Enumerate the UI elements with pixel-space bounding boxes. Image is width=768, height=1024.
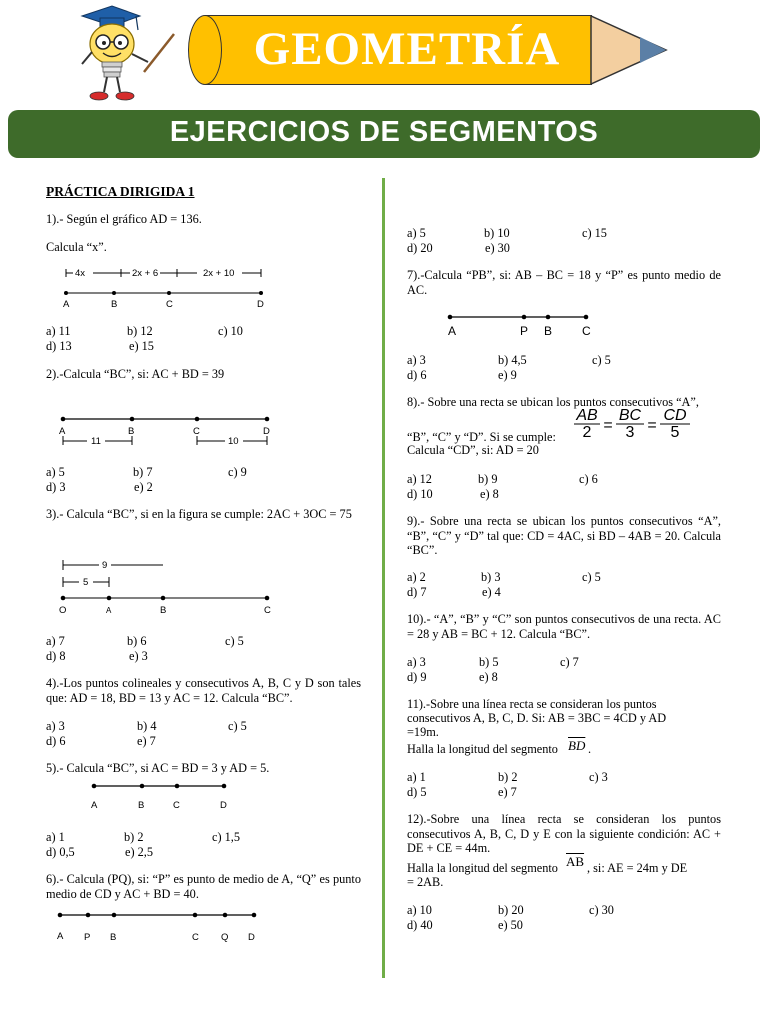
q8-question: Calcula “CD”, si: AD = 20 [407, 443, 539, 457]
q7-option-b: b) 4,5 [498, 353, 527, 367]
q12-question: Halla la longitud del segmento [407, 861, 558, 875]
q9-statement: 9).- Sobre una recta se ubican los puntos consecutivos “A”, “B”, “C” y “D” tal que: CD = 4AC, si BD – 4AB = 20. Calcula “BC”. [407, 514, 721, 557]
q2-option-a: a) 5 [46, 465, 65, 479]
q8-frac3-den: 5 [670, 424, 680, 441]
q3-point-o: O [59, 605, 67, 616]
q2-point-d: D [263, 426, 270, 437]
q6-point-b: B [110, 932, 117, 943]
q8-ratio-equation [570, 406, 695, 442]
q12-statement: 12).-Sobre una línea recta se consideran los puntos consecutivos A, B, C, D y E con la siguiente condición: AC + DE + CE = 44m. [407, 812, 721, 855]
q2-point-c: C [193, 426, 200, 437]
q7-statement: 7).-Calcula “PB”, si: AB – BC = 18 y “P” es punto medio de AC. [407, 268, 721, 297]
q1-statement: 1).- Según el gráfico AD = 136. [46, 212, 202, 226]
q5-option-c: c) 1,5 [212, 830, 240, 844]
q2-measure-10: 10 [228, 436, 239, 447]
pencil-end [188, 15, 222, 85]
q3-measure-9: 9 [102, 560, 108, 571]
q3-statement: 3).- Calcula “BC”, si en la figura se cumple: 2AC + 3OC = 75 [46, 507, 352, 521]
q1-option-a: a) 11 [46, 324, 71, 338]
q5-option-d: d) 0,5 [46, 845, 75, 859]
q1-point-c: C [166, 299, 173, 310]
q9-option-d: d) 7 [407, 585, 427, 599]
q1-option-e: e) 15 [129, 339, 154, 353]
q3-option-b: b) 6 [127, 634, 147, 648]
q3-option-c: c) 5 [225, 634, 244, 648]
q2-segment-figure [55, 412, 275, 454]
q5-option-e: e) 2,5 [125, 845, 153, 859]
q6-point-a: A [57, 931, 64, 942]
q6-option-d: d) 20 [407, 241, 433, 255]
q2-point-a: A [59, 426, 66, 437]
q5-point-d: D [220, 800, 227, 811]
q2-option-d: d) 3 [46, 480, 66, 494]
q8-option-b: b) 9 [478, 472, 498, 486]
q8-statement: 8).- Sobre una recta se ubican los puntos consecutivos “A”, [407, 395, 699, 409]
q8-option-d: d) 10 [407, 487, 433, 501]
q6-point-p: P [84, 932, 91, 943]
q6-option-e: e) 30 [485, 241, 510, 255]
q11-period: . [588, 742, 592, 756]
q5-point-a: A [91, 800, 98, 811]
q1-label-2x6: 2x + 6 [132, 268, 159, 279]
q12-condition-end: = 2AB. [407, 875, 444, 889]
q2-measure-11: 11 [91, 436, 101, 447]
q4-option-c: c) 5 [228, 719, 247, 733]
q2-option-b: b) 7 [133, 465, 153, 479]
page-title: GEOMETRÍA [253, 23, 561, 75]
q6-segment-figure [52, 905, 267, 945]
mascot-lightbulb-icon [70, 2, 190, 106]
q10-option-a: a) 3 [407, 655, 426, 669]
q5-point-b: B [138, 800, 145, 811]
q1-point-a: A [63, 299, 70, 310]
q11-question: Halla la longitud del segmento [407, 742, 558, 756]
q11-condition: consecutivos A, B, C, D. Si: AB = 3BC = 4CD y AD [407, 711, 667, 725]
q1-label-2x10: 2x + 10 [203, 268, 235, 279]
q5-option-a: a) 1 [46, 830, 65, 844]
q8-option-c: c) 6 [579, 472, 598, 486]
q5-statement: 5).- Calcula “BC”, si AC = BD = 3 y AD = 5. [46, 761, 270, 775]
q8-equals-1: = [603, 417, 613, 434]
q11-condition-end: =19m. [407, 725, 439, 739]
q2-point-b: B [128, 426, 135, 437]
q5-segment-figure [80, 778, 240, 814]
q6-point-c: C [192, 932, 199, 943]
q3-option-e: e) 3 [129, 649, 148, 663]
q9-option-e: e) 4 [482, 585, 501, 599]
q3-measure-5: 5 [83, 577, 89, 588]
q4-option-a: a) 3 [46, 719, 65, 733]
q4-option-d: d) 6 [46, 734, 66, 748]
q9-option-b: b) 3 [481, 570, 501, 584]
q8-frac2-num: BC [618, 407, 642, 424]
q8-frac2-den: 3 [625, 424, 635, 441]
q7-option-d: d) 6 [407, 368, 427, 382]
q10-option-d: d) 9 [407, 670, 427, 684]
q1-option-d: d) 13 [46, 339, 72, 353]
q8-option-a: a) 12 [407, 472, 432, 486]
q1-segment-figure [55, 263, 270, 311]
q7-option-c: c) 5 [592, 353, 611, 367]
q9-option-a: a) 2 [407, 570, 426, 584]
q4-option-b: b) 4 [137, 719, 157, 733]
q9-option-c: c) 5 [582, 570, 601, 584]
section-heading: PRÁCTICA DIRIGIDA 1 [46, 184, 195, 199]
q10-option-b: b) 5 [479, 655, 499, 669]
q10-statement: 10).- “A”, “B” y “C” son puntos consecutivos de una recta. AC = 28 y AB = BC + 12. Calcula “BC”. [407, 612, 721, 641]
q2-option-e: e) 2 [134, 480, 153, 494]
q1-question: Calcula “x”. [46, 240, 107, 254]
q11-option-d: d) 5 [407, 785, 427, 799]
q11-option-c: c) 3 [589, 770, 608, 784]
q3-point-c: C [264, 605, 271, 616]
q7-option-a: a) 3 [407, 353, 426, 367]
q1-point-d: D [257, 299, 264, 310]
q3-option-d: d) 8 [46, 649, 66, 663]
q8-condition-text: “B”, “C” y “D”. Si se cumple: [407, 430, 556, 444]
column-divider [382, 178, 385, 978]
q8-frac3-num: CD [663, 407, 687, 424]
q12-condition: , si: AE = 24m y DE [587, 861, 688, 875]
q6-statement: 6).- Calcula (PQ), si: “P” es punto de medio de A, “Q” es punto medio de CD y AC + BD = 40. [46, 872, 361, 901]
q7-segment-figure [442, 309, 602, 341]
q10-option-e: e) 8 [479, 670, 498, 684]
q12-option-b: b) 20 [498, 903, 524, 917]
q6-option-b: b) 10 [484, 226, 510, 240]
q12-option-e: e) 50 [498, 918, 523, 932]
q12-option-a: a) 10 [407, 903, 432, 917]
q4-statement: 4).-Los puntos colineales y consecutivos A, B, C y D son tales que: AD = 18, BD = 13 y AC = 12. Calcula “BC”. [46, 676, 361, 705]
q1-point-b: B [111, 299, 118, 310]
q6-option-a: a) 5 [407, 226, 426, 240]
q11-option-b: b) 2 [498, 770, 518, 784]
q2-statement: 2).-Calcula “BC”, si: AC + BD = 39 [46, 367, 225, 381]
q1-label-4x: 4x [75, 268, 86, 279]
q3-option-a: a) 7 [46, 634, 65, 648]
q1-option-b: b) 12 [127, 324, 153, 338]
q7-point-p: P [520, 324, 529, 338]
q11-option-a: a) 1 [407, 770, 426, 784]
q8-option-e: e) 8 [480, 487, 499, 501]
pencil-tip-icon [590, 15, 668, 85]
q2-option-c: c) 9 [228, 465, 247, 479]
q7-point-b: B [544, 324, 553, 338]
q7-point-a: A [448, 324, 457, 338]
q5-point-c: C [173, 800, 180, 811]
q11-option-e: e) 7 [498, 785, 517, 799]
q7-option-e: e) 9 [498, 368, 517, 382]
q12-option-d: d) 40 [407, 918, 433, 932]
q12-segment-ab: $\overline{AB}$ [566, 854, 585, 869]
q8-frac1-den: 2 [582, 424, 592, 441]
q12-option-c: c) 30 [589, 903, 614, 917]
q8-frac1-num: AB [576, 407, 598, 424]
page-subtitle: EJERCICIOS DE SEGMENTOS [169, 116, 599, 148]
q10-option-c: c) 7 [560, 655, 579, 669]
q1-option-c: c) 10 [218, 324, 243, 338]
q7-point-c: C [582, 324, 591, 338]
q6-point-d: D [248, 932, 255, 943]
q3-segment-figure [55, 558, 280, 618]
q3-point-b: B [160, 605, 167, 616]
q11-statement: 11).-Sobre una línea recta se consideran los puntos [407, 697, 657, 711]
q6-option-c: c) 15 [582, 226, 607, 240]
q4-option-e: e) 7 [137, 734, 156, 748]
q3-point-a: A [106, 606, 112, 615]
q11-segment-bd: $\overline{BD}$ [568, 738, 586, 753]
q6-point-q: Q [221, 932, 229, 943]
q5-option-b: b) 2 [124, 830, 144, 844]
q8-equals-2: = [647, 417, 657, 434]
